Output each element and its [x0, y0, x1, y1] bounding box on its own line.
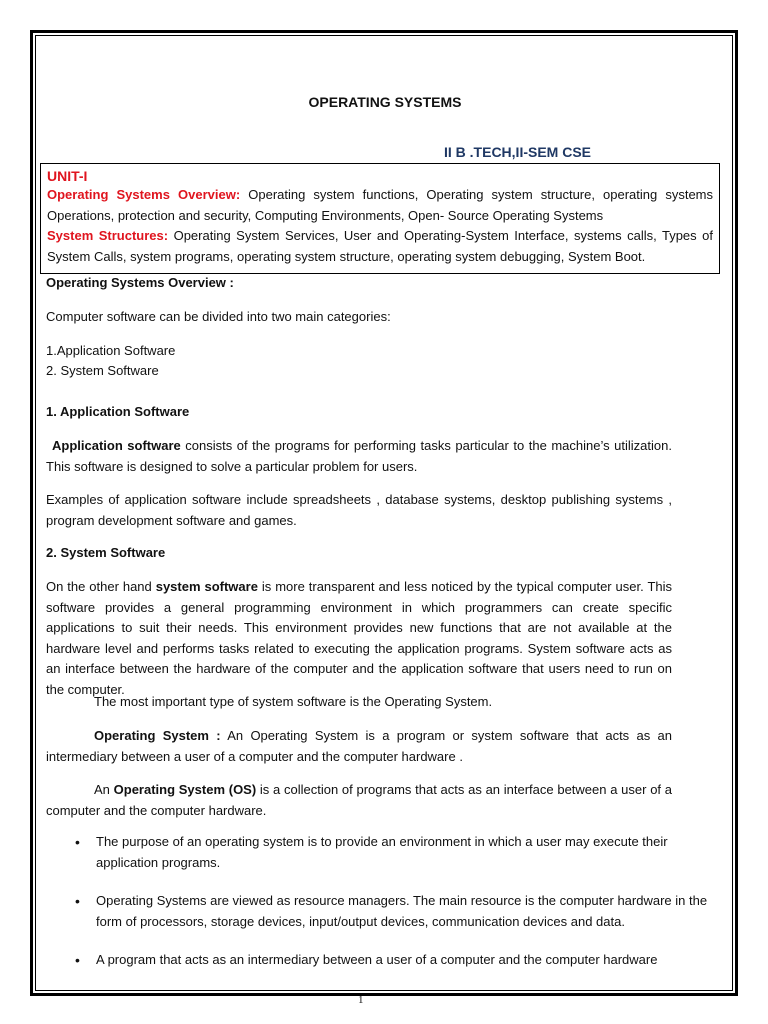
overview-label: Operating Systems Overview: [47, 187, 241, 202]
overview-text: Operating system functions, Operating system structure, operating systems Operations, protection and security, Computing Environments, Open- Source Operating Systems [47, 187, 713, 223]
page-number: 1 [358, 994, 364, 1006]
list-item: • The purpose of an operating system is to provide an environment in which a user may execute their application programs. [96, 832, 716, 873]
system-software-heading: 2. System Software [46, 545, 166, 560]
important-paragraph: The most important type of system software is the Operating System. [94, 694, 493, 709]
category-item: 1.Application Software [46, 343, 176, 358]
document-title: OPERATING SYSTEMS [308, 94, 462, 110]
application-paragraph-1-text: consists of the programs for performing tasks particular to the machine’s utilization. This software is designed to solve a particular problem for users. [46, 438, 672, 474]
overview-syllabus [47, 185, 713, 226]
structures-syllabus [47, 226, 713, 267]
application-software-heading: 1. Application Software [46, 404, 190, 419]
os-definition-paragraph [46, 726, 672, 767]
list-item: • Operating Systems are viewed as resource managers. The main resource is the computer hardware in the form of processors, storage devices, input/output devices, communication devices and data. [96, 891, 716, 932]
unit-label: UNIT-I [47, 168, 88, 184]
os-collection-term: Operating System (OS) [113, 782, 257, 797]
os-collection-text-b: is a collection of programs that acts as an interface between a user of a computer and the computer hardware. [46, 782, 673, 818]
structures-text: Operating System Services, User and Operating-System Interface, systems calls, Types of System Calls, system programs, operating system structure, operating system debugging, System Boot. [47, 228, 713, 264]
os-definition-text: An Operating System is a program or system software that acts as an intermediary between a user of a computer and the computer hardware . [46, 728, 673, 764]
os-collection-text-a: An [94, 782, 114, 797]
system-bold-term: system software [155, 579, 258, 594]
system-paragraph-text-b: is more transparent and less noticed by the typical computer user. This software provides a general programming environment in which programmers can create specific applications to suit their needs. This environment provides new functions that are not available at the hardware level and performs tasks related to executing the application programs. System software acts as an interface between the hardware of the computer and the application software that users need to run on the computer. [46, 579, 673, 697]
overview-heading: Operating Systems Overview : [46, 275, 234, 290]
unit-syllabus-box [40, 163, 720, 274]
application-paragraph-1 [46, 436, 672, 477]
structures-label: System Structures: [47, 228, 169, 243]
system-paragraph-text-a: On the other hand [46, 579, 156, 594]
system-paragraph [46, 577, 672, 700]
category-item: 2. System Software [46, 363, 159, 378]
intro-paragraph: Computer software can be divided into two main categories: [46, 309, 391, 324]
list-item: • A program that acts as an intermediary between a user of a computer and the computer hardware [96, 950, 716, 971]
application-bold-term: Application software [52, 438, 181, 453]
course-label: II B .TECH,II-SEM CSE [444, 144, 592, 160]
os-collection-paragraph [46, 780, 672, 821]
os-bullet-list [46, 832, 716, 989]
application-paragraph-2: Examples of application software include spreadsheets , database systems, desktop publishing systems , program development software and games. [46, 492, 672, 528]
os-definition-term: Operating System : [94, 728, 221, 743]
